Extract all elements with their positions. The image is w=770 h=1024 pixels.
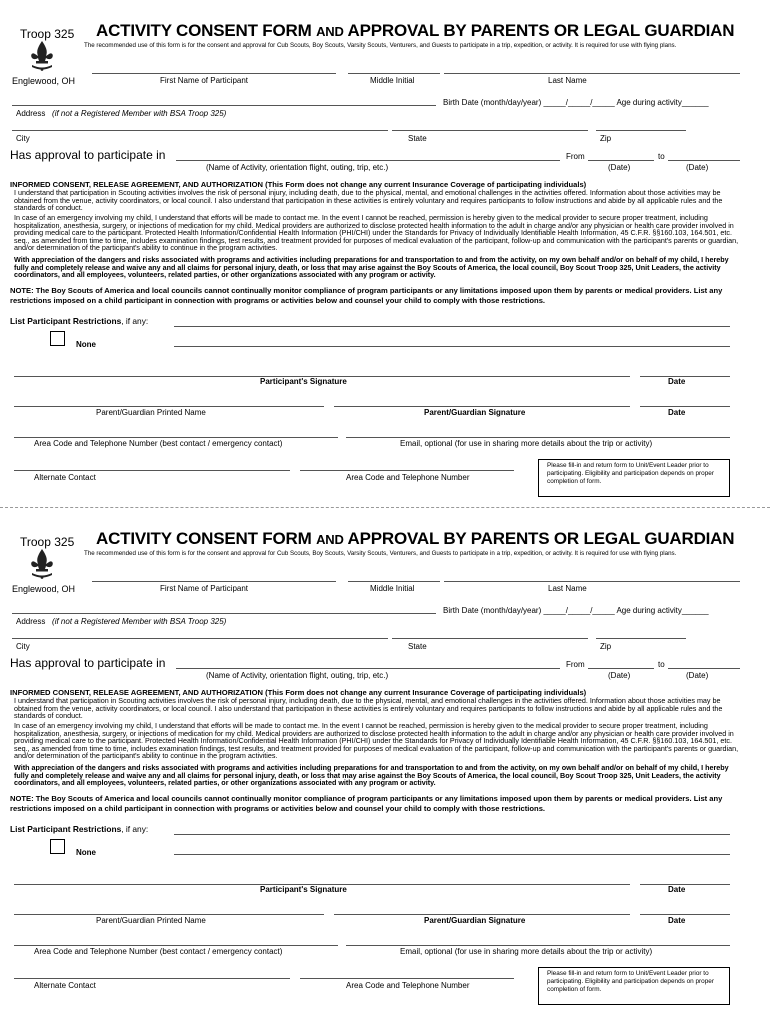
address-field[interactable]	[12, 105, 436, 106]
last-name-field[interactable]	[444, 581, 740, 582]
consent-header: INFORMED CONSENT, RELEASE AGREEMENT, AND AUTHORIZATION (This Form does not change any current Insurance Coverage of participating individuals)	[10, 688, 587, 697]
from-label: From	[566, 152, 585, 161]
guardian-printed-name-field[interactable]	[14, 406, 324, 407]
state-label: State	[408, 642, 427, 651]
zip-label: Zip	[600, 642, 612, 651]
middle-initial-label: Middle Initial	[370, 76, 415, 85]
guardian-signature-label: Parent/Guardian Signature	[424, 916, 526, 925]
alternate-contact-field[interactable]	[14, 978, 290, 979]
return-instructions-box: Please fill-in and return form to Unit/Event Leader prior to participating. Eligibility and participation depends on proper completion of form.	[538, 967, 730, 1005]
guardian-printed-name-label: Parent/Guardian Printed Name	[96, 408, 206, 417]
form-title: ACTIVITY CONSENT FORM AND APPROVAL BY PARENTS OR LEGAL GUARDIAN	[96, 529, 735, 548]
last-name-label: Last Name	[548, 584, 587, 593]
from-date-field[interactable]	[588, 160, 654, 161]
scout-fleur-de-lis-icon	[26, 547, 58, 581]
birth-date-label: Birth Date (month/day/year) _____/_____/_____ Age during activity______	[443, 98, 709, 107]
to-date-field[interactable]	[668, 668, 740, 669]
alternate-phone-label: Area Code and Telephone Number	[346, 981, 470, 990]
middle-initial-field[interactable]	[348, 581, 440, 582]
restrictions-field-1[interactable]	[174, 326, 730, 327]
restrictions-field-2[interactable]	[174, 854, 730, 855]
to-date-field[interactable]	[668, 160, 740, 161]
guardian-date-field[interactable]	[640, 914, 730, 915]
participant-signature-label: Participant's Signature	[260, 377, 347, 386]
consent-paragraph-medical: In case of an emergency involving my child, I understand that efforts will be made to contact me. In the event I cannot be reached, permission is hereby given to the medical provider to secure proper treatment, including hospitalization, anesthesia, surgery, or injections of medication for my child. Medical providers are authorized to disclose protected health information to the adult in charge and/or any physician or health care provider involved in providing medical care to the participant. Protected Health Information/Confidential Health Information (PHI/CHI) under the Standards for Privacy of Individually Identifiable Health Information, 45 C.F.R. §§160.103, 164.501, etc. seq., as amended from time to time, includes examination findings, test results, and treatment provided for purposes of medical evaluation of the participant, follow-up and communication with the participant's parents or guardian, and/or determination of the participant's ability to continue in the program activities.	[14, 213, 739, 253]
alternate-phone-field[interactable]	[300, 470, 514, 471]
middle-initial-label: Middle Initial	[370, 584, 415, 593]
state-field[interactable]	[392, 638, 588, 639]
activity-hint: (Name of Activity, orientation flight, outing, trip, etc.)	[206, 671, 389, 680]
state-label: State	[408, 134, 427, 143]
troop-location: Englewood, OH	[12, 584, 76, 594]
consent-paragraph-risk: I understand that participation in Scouting activities involves the risk of personal injury, including death, due to the physical, mental, and emotional challenges in the activities offered. Information about those activities may be obtained from the venue, activity coordinators, or local council. I also understand that participation in these activities is entirely voluntary and requires participants to follow instructions and abide by all applicable rules and the standards of conduct.	[14, 696, 723, 721]
middle-initial-field[interactable]	[348, 73, 440, 74]
address-field[interactable]	[12, 613, 436, 614]
form-subtitle: The recommended use of this form is for the consent and approval for Cub Scouts, Boy Scouts, Varsity Scouts, Venturers, and Guests to participate in a trip, expedition, or activity. It is required for use with flying plans.	[84, 550, 677, 557]
approval-label: Has approval to participate in	[10, 148, 166, 162]
city-field[interactable]	[12, 130, 388, 131]
guardian-date-field[interactable]	[640, 406, 730, 407]
restrictions-note: NOTE: The Boy Scouts of America and local councils cannot continually monitor compliance of program participants or any limitations imposed upon them by parents or medical providers. List any restrictions imposed on a child participant in connection with programs or activities below and counsel your child to comply with those restrictions.	[10, 794, 723, 813]
guardian-signature-field[interactable]	[334, 406, 630, 407]
phone-label: Area Code and Telephone Number (best contact / emergency contact)	[34, 439, 283, 448]
alternate-phone-field[interactable]	[300, 978, 514, 979]
participant-signature-label: Participant's Signature	[260, 885, 347, 894]
restrictions-field-2[interactable]	[174, 346, 730, 347]
alternate-contact-field[interactable]	[14, 470, 290, 471]
email-label: Email, optional (for use in sharing more details about the trip or activity)	[400, 439, 653, 448]
activity-name-field[interactable]	[176, 160, 560, 161]
guardian-signature-label: Parent/Guardian Signature	[424, 408, 526, 417]
consent-paragraph-release: With appreciation of the dangers and risks associated with programs and activities including preparations for and transportation to and from the activity, on my own behalf and/or on behalf of my child, I hereby fully and completely release and waive any and all claims for personal injury, death, or loss that may arise against the Boy Scouts of America, the local council, Boy Scout Troop 325, Unit Leaders, the activity coordinators, and all employees, volunteers, related parties, or other organizations associated with any program or activity.	[14, 763, 729, 788]
guardian-printed-name-field[interactable]	[14, 914, 324, 915]
from-date-field[interactable]	[588, 668, 654, 669]
alternate-phone-label: Area Code and Telephone Number	[346, 473, 470, 482]
first-name-label: First Name of Participant	[160, 584, 249, 593]
form-title: ACTIVITY CONSENT FORM AND APPROVAL BY PARENTS OR LEGAL GUARDIAN	[96, 21, 735, 40]
zip-label: Zip	[600, 134, 612, 143]
restrictions-note: NOTE: The Boy Scouts of America and local councils cannot continually monitor compliance of program participants or any limitations imposed upon them by parents or medical providers. List any restrictions imposed on a child participant in connection with programs or activities below and counsel your child to comply with those restrictions.	[10, 286, 723, 305]
guardian-signature-field[interactable]	[334, 914, 630, 915]
restrictions-field-1[interactable]	[174, 834, 730, 835]
email-field[interactable]	[346, 437, 730, 438]
city-label: City	[16, 134, 30, 143]
restrictions-label: List Participant Restrictions, if any:	[10, 316, 149, 326]
city-label: City	[16, 642, 30, 651]
troop-name: Troop 325	[20, 535, 75, 549]
phone-field[interactable]	[14, 437, 338, 438]
zip-field[interactable]	[596, 130, 686, 131]
scout-fleur-de-lis-icon	[26, 39, 58, 73]
phone-label: Area Code and Telephone Number (best contact / emergency contact)	[34, 947, 283, 956]
city-field[interactable]	[12, 638, 388, 639]
to-date-hint: (Date)	[686, 163, 709, 172]
first-name-field[interactable]	[92, 581, 336, 582]
none-checkbox[interactable]	[50, 839, 65, 854]
none-label: None	[76, 848, 96, 857]
activity-hint: (Name of Activity, orientation flight, outing, trip, etc.)	[206, 163, 389, 172]
email-label: Email, optional (for use in sharing more details about the trip or activity)	[400, 947, 653, 956]
zip-field[interactable]	[596, 638, 686, 639]
alternate-contact-label: Alternate Contact	[34, 473, 96, 482]
alternate-contact-label: Alternate Contact	[34, 981, 96, 990]
address-label: Address (if not a Registered Member with BSA Troop 325)	[16, 617, 227, 626]
to-date-hint: (Date)	[686, 671, 709, 680]
phone-field[interactable]	[14, 945, 338, 946]
approval-label: Has approval to participate in	[10, 656, 166, 670]
form-subtitle: The recommended use of this form is for the consent and approval for Cub Scouts, Boy Scouts, Varsity Scouts, Venturers, and Guests to participate in a trip, expedition, or activity. It is required for use with flying plans.	[84, 42, 677, 49]
guardian-printed-name-label: Parent/Guardian Printed Name	[96, 916, 206, 925]
participant-date-label: Date	[668, 885, 686, 894]
participant-date-label: Date	[668, 377, 686, 386]
birth-date-label: Birth Date (month/day/year) _____/_____/_____ Age during activity______	[443, 606, 709, 615]
troop-location: Englewood, OH	[12, 76, 76, 86]
guardian-date-label: Date	[668, 916, 686, 925]
consent-paragraph-risk: I understand that participation in Scouting activities involves the risk of personal injury, including death, due to the physical, mental, and emotional challenges in the activities offered. Information about those activities may be obtained from the venue, activity coordinators, or local council. I also understand that participation in these activities is entirely voluntary and requires participants to follow instructions and abide by all applicable rules and the standards of conduct.	[14, 188, 723, 213]
state-field[interactable]	[392, 130, 588, 131]
consent-form-copy-bottom	[0, 508, 770, 1016]
address-label: Address (if not a Registered Member with BSA Troop 325)	[16, 109, 227, 118]
guardian-date-label: Date	[668, 408, 686, 417]
activity-name-field[interactable]	[176, 668, 560, 669]
last-name-field[interactable]	[444, 73, 740, 74]
to-label: to	[658, 660, 665, 669]
consent-paragraph-release: With appreciation of the dangers and risks associated with programs and activities including preparations for and transportation to and from the activity, on my own behalf and/or on behalf of my child, I hereby fully and completely release and waive any and all claims for personal injury, death, or loss that may arise against the Boy Scouts of America, the local council, Boy Scout Troop 325, Unit Leaders, the activity coordinators, and all employees, volunteers, related parties, or other organizations associated with any program or activity.	[14, 255, 729, 280]
from-date-hint: (Date)	[608, 163, 631, 172]
troop-name: Troop 325	[20, 27, 75, 41]
from-label: From	[566, 660, 585, 669]
restrictions-label: List Participant Restrictions, if any:	[10, 824, 149, 834]
from-date-hint: (Date)	[608, 671, 631, 680]
consent-paragraph-medical: In case of an emergency involving my child, I understand that efforts will be made to contact me. In the event I cannot be reached, permission is hereby given to the medical provider to secure proper treatment, including hospitalization, anesthesia, surgery, or injections of medication for my child. Medical providers are authorized to disclose protected health information to the adult in charge and/or any physician or health care provider involved in providing medical care to the participant. Protected Health Information/Confidential Health Information (PHI/CHI) under the Standards for Privacy of Individually Identifiable Health Information, 45 C.F.R. §§160.103, 164.501, etc. seq., as amended from time to time, includes examination findings, test results, and treatment provided for purposes of medical evaluation of the participant, follow-up and communication with the participant's parents or guardian, and/or determination of the participant's ability to continue in the program activities.	[14, 721, 739, 761]
first-name-label: First Name of Participant	[160, 76, 249, 85]
none-label: None	[76, 340, 96, 349]
none-checkbox[interactable]	[50, 331, 65, 346]
to-label: to	[658, 152, 665, 161]
email-field[interactable]	[346, 945, 730, 946]
consent-header: INFORMED CONSENT, RELEASE AGREEMENT, AND AUTHORIZATION (This Form does not change any current Insurance Coverage of participating individuals)	[10, 180, 587, 189]
last-name-label: Last Name	[548, 76, 587, 85]
return-instructions-box: Please fill-in and return form to Unit/Event Leader prior to participating. Eligibility and participation depends on proper completion of form.	[538, 459, 730, 497]
consent-form-copy-top	[0, 0, 770, 508]
first-name-field[interactable]	[92, 73, 336, 74]
